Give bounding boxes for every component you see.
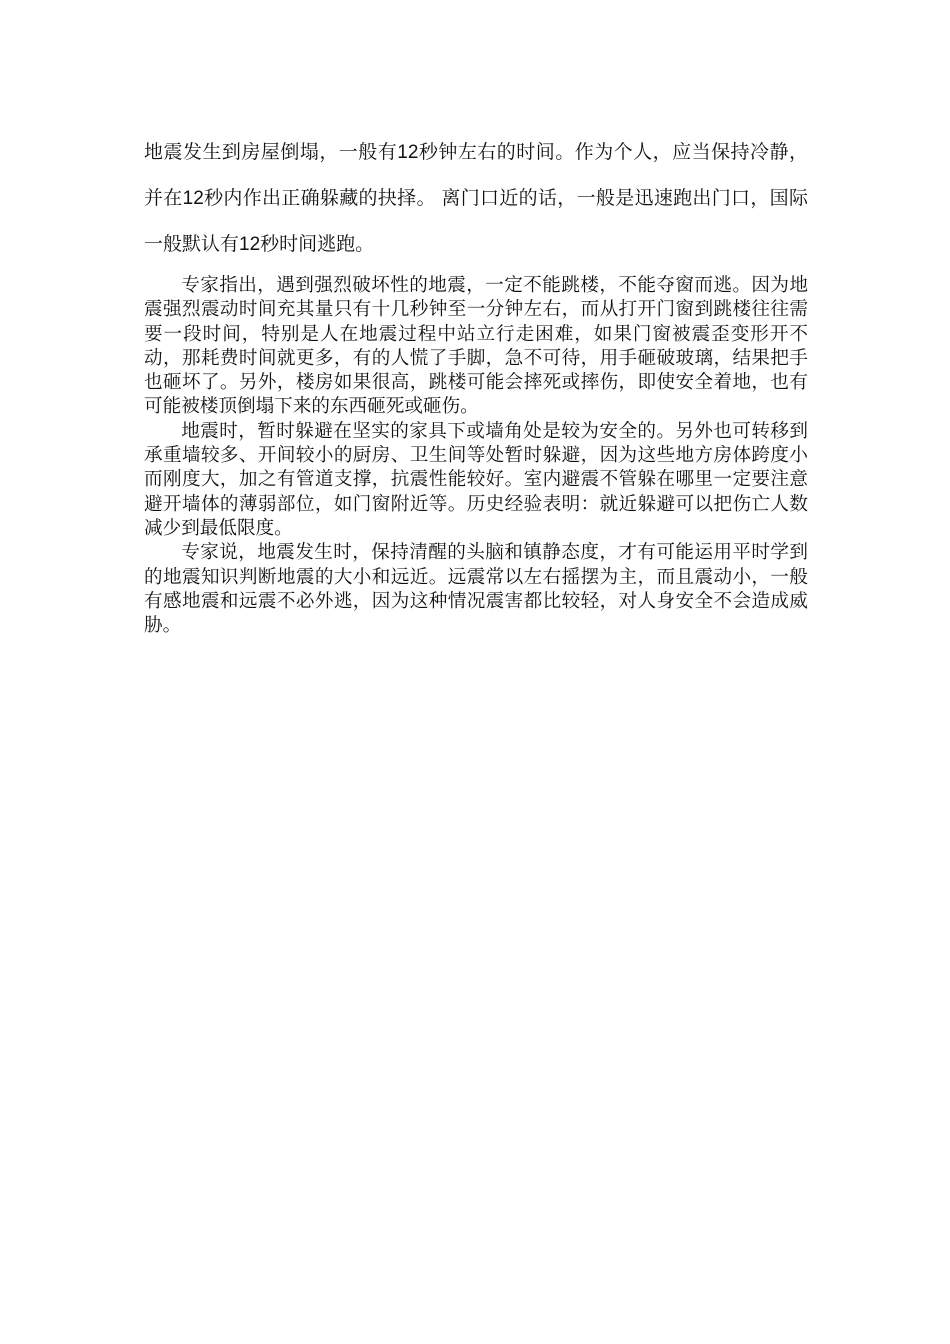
document-body — [144, 130, 808, 638]
paragraph-no-jumping: 专家指出，遇到强烈破坏性的地震，一定不能跳楼，不能夺窗而逃。因为地震强烈震动时间充其量只有十几秒钟至一分钟左右，而从打开门窗到跳楼往往需要一段时间，特别是人在地震过程中站立行走困难，如果门窗被震歪变形开不动，那耗费时间就更多，有的人慌了手脚，急不可待，用手砸破玻璃，结果把手也砸坏了。另外，楼房如果很高，跳楼可能会摔死或摔伤，即使安全着地，也有可能被楼顶倒塌下来的东西砸死或砸伤。 — [144, 275, 808, 418]
paragraph-stay-calm: 专家说，地震发生时，保持清醒的头脑和镇静态度，才有可能运用平时学到的地震知识判断地震的大小和远近。远震常以左右摇摆为主，而且震动小，一般有感地震和远震不必外逃，因为这种情况震害都比较轻，对人身安全不会造成威胁。 — [144, 542, 808, 637]
paragraph-shelter-spots: 地震时，暂时躲避在坚实的家具下或墙角处是较为安全的。另外也可转移到承重墙较多、开间较小的厨房、卫生间等处暂时躲避，因为这些地方房体跨度小而刚度大，加之有管道支撑，抗震性能较好。室内避震不管躲在哪里一定要注意避开墙体的薄弱部位，如门窗附近等。历史经验表明：就近躲避可以把伤亡人数减少到最低限度。 — [144, 420, 808, 539]
paragraph-escape-time: 地震发生到房屋倒塌，一般有12秒钟左右的时间。作为个人，应当保持冷静，并在12秒内作出正确躲藏的抉择。 离门口近的话，一般是迅速跑出门口，国际一般默认有12秒时间逃跑。 — [144, 142, 808, 255]
